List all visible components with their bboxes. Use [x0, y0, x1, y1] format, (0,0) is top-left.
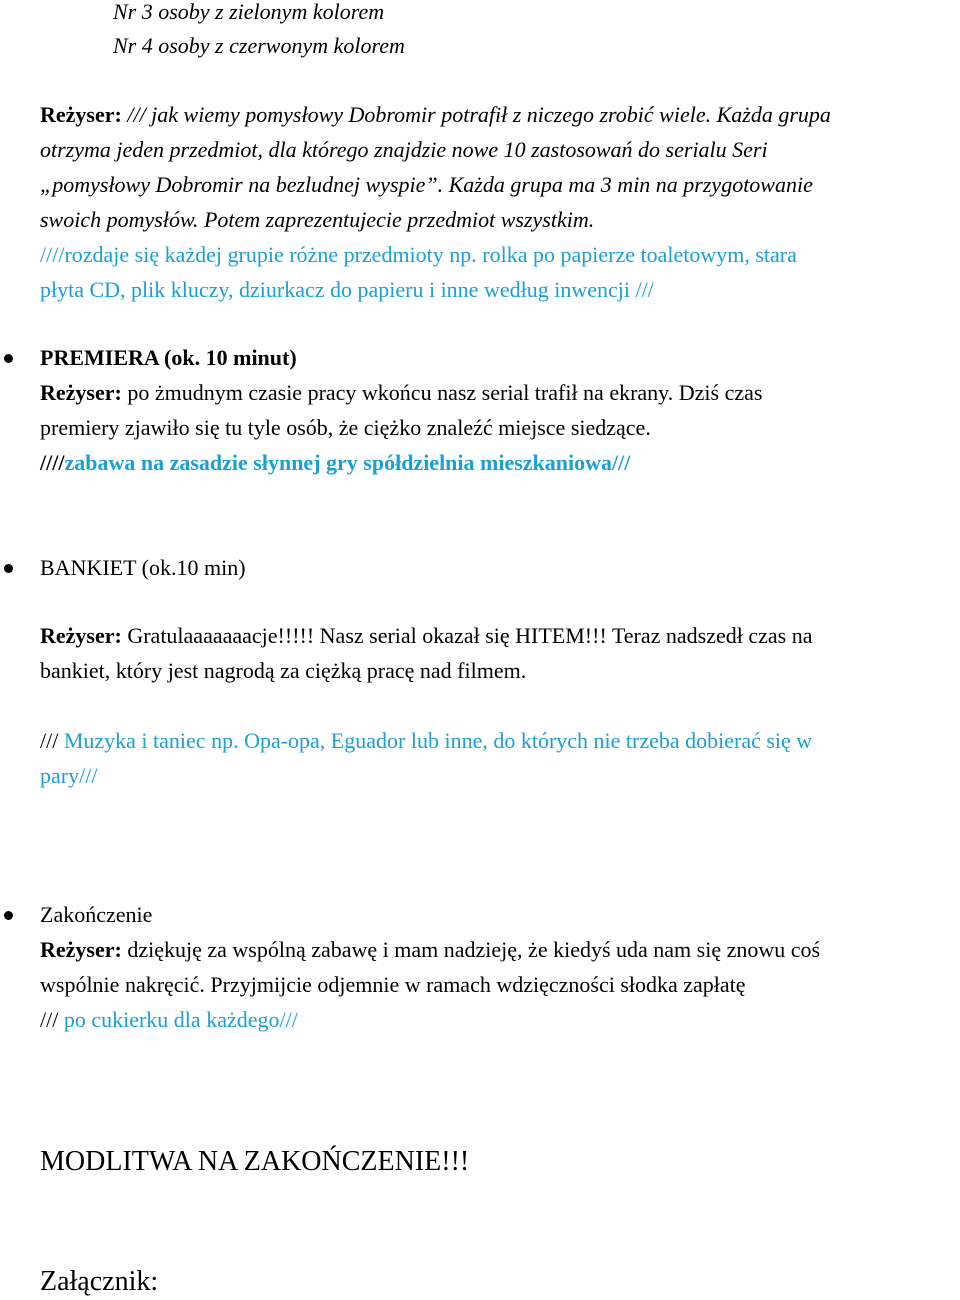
items-paragraph-line-2: otrzyma jeden przedmiot, dla którego znajdzie nowe 10 zastosowań do serialu Seri: [40, 137, 768, 162]
bankiet-text-1: Gratulaaaaaaacje!!!!! Nasz serial okazał się HITEM!!! Teraz nadszedł czas na: [121, 623, 813, 648]
items-note-line-2: płyta CD, plik kluczy, dziurkacz do papieru i inne według inwencji ///: [40, 277, 654, 302]
items-paragraph-line-1: [40, 100, 831, 130]
director-label: Reżyser:: [40, 102, 122, 127]
bankiet-paragraph-line-1: [40, 621, 812, 651]
bankiet-note-line-1: [40, 726, 812, 756]
premiera-heading: PREMIERA (ok. 10 minut): [40, 345, 297, 370]
items-note-line-1: ////rozdaje się każdej grupie różne przedmioty np. rolka po papierze toaletowym, stara: [40, 242, 797, 267]
zakonczenie-note: [40, 1005, 298, 1035]
items-text-1: /// jak wiemy pomysłowy Dobromir potrafił z niczego zrobić wiele. Każda grupa: [121, 102, 831, 127]
premiera-text-1: po żmudnym czasie pracy wkońcu nasz serial trafił na ekrany. Dziś czas: [121, 380, 763, 405]
bankiet-note-line-2: pary///: [40, 763, 98, 788]
premiera-note-prefix: ////: [40, 450, 65, 475]
bankiet-heading: BANKIET (ok.10 min): [40, 555, 246, 580]
bankiet-note-prefix: ///: [40, 728, 59, 753]
director-label: Reżyser:: [40, 623, 122, 648]
zakonczenie-paragraph-line-1: [40, 935, 820, 965]
premiera-note: [40, 448, 630, 478]
director-label: Reżyser:: [40, 380, 122, 405]
director-label: Reżyser:: [40, 937, 122, 962]
zakonczenie-paragraph-line-2: wspólnie nakręcić. Przyjmijcie odjemnie w ramach wdzięczności słodka zapłatę: [40, 972, 746, 997]
bankiet-paragraph-line-2: bankiet, który jest nagrodą za ciężką pracę nad filmem.: [40, 658, 527, 683]
items-paragraph-line-3: „pomysłowy Dobromir na bezludnej wyspie”. Każda grupa ma 3 min na przygotowanie: [40, 172, 813, 197]
zakonczenie-note-prefix: ///: [40, 1007, 59, 1032]
premiera-bullet: [4, 354, 13, 363]
zakonczenie-text-1: dziękuję za wspólną zabawę i mam nadzieję, że kiedyś uda nam się znowu coś: [121, 937, 821, 962]
zakonczenie-bullet: [4, 911, 13, 920]
intro-line-1: Nr 3 osoby z zielonym kolorem: [113, 0, 385, 24]
premiera-note-text: zabawa na zasadzie słynnej gry spółdzielnia mieszkaniowa///: [64, 450, 631, 475]
intro-line-2: Nr 4 osoby z czerwonym kolorem: [113, 33, 405, 58]
items-paragraph-line-4: swoich pomysłów. Potem zaprezentujecie przedmiot wszystkim.: [40, 207, 595, 232]
premiera-paragraph-line-2: premiery zjawiło się tu tyle osób, że ciężko znaleźć miejsce siedzące.: [40, 415, 651, 440]
zakonczenie-note-text: po cukierku dla każdego///: [58, 1007, 298, 1032]
zakonczenie-heading: Zakończenie: [40, 902, 153, 927]
bankiet-note-text-1: Muzyka i taniec np. Opa-opa, Eguador lub inne, do których nie trzeba dobierać się w: [58, 728, 813, 753]
prayer-heading: MODLITWA NA ZAKOŃCZENIE!!!: [40, 1146, 470, 1177]
bankiet-bullet: [4, 564, 13, 573]
attachment-label: Załącznik:: [40, 1266, 159, 1297]
premiera-paragraph-line-1: [40, 378, 762, 408]
